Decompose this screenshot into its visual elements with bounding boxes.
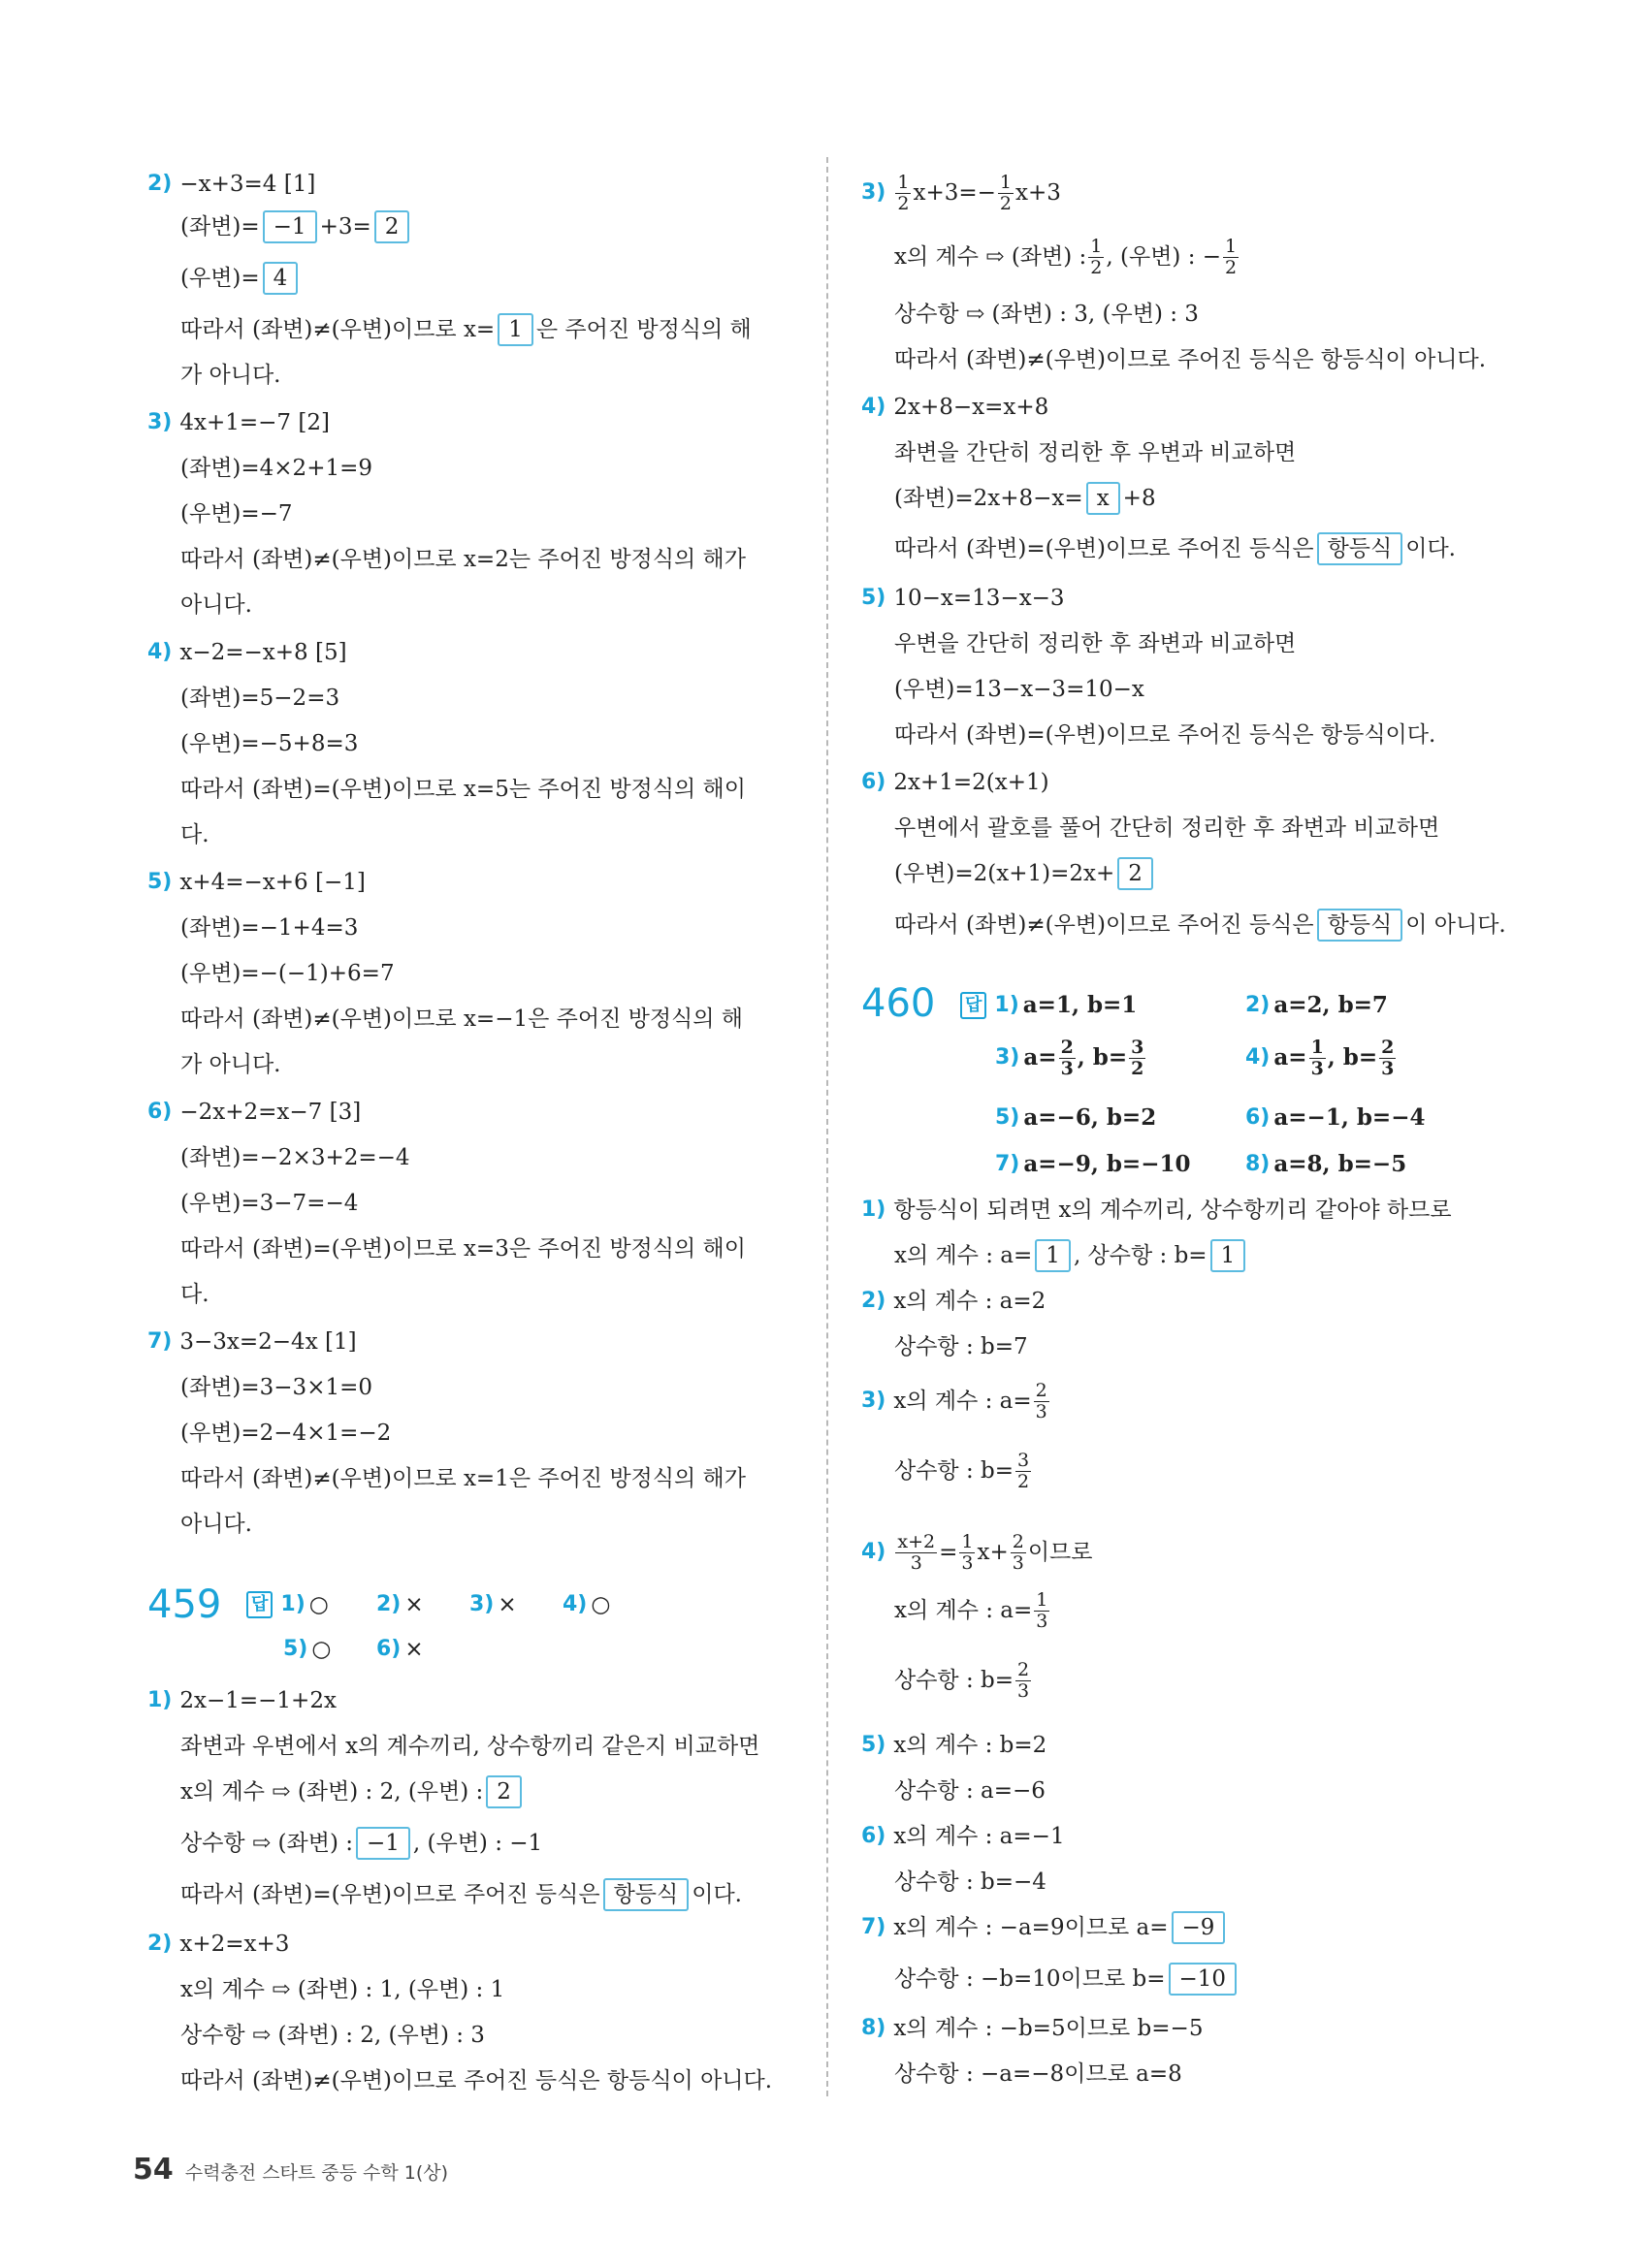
fraction [959, 1532, 975, 1574]
q459-sol-5-line-1: 우변을 간단히 정리한 후 좌변과 비교하면 [894, 631, 1297, 656]
q459-sol-5-line-3: 따라서 (좌변)=(우변)이므로 주어진 등식은 항등식이다. [894, 722, 1436, 748]
problem-5-equation [147, 863, 366, 902]
fraction [1015, 1660, 1031, 1702]
q459-sol-2-equation [147, 1925, 289, 1964]
problem-number: 5) [861, 1733, 886, 1757]
answer-num: 7) [995, 1152, 1020, 1176]
answer-item [1245, 989, 1388, 1022]
answer-box: 1 [1035, 1239, 1071, 1272]
problem-number: 5) [861, 586, 886, 610]
answer-value: a=8, b=−5 [1273, 1151, 1407, 1177]
text: (우변)= [180, 266, 260, 291]
q460-sol-3-line-2 [894, 1447, 1033, 1495]
numerator: 1 [1310, 1036, 1324, 1058]
answer-label [960, 989, 1137, 1022]
problem-4-equation [147, 633, 347, 672]
text: x+3 [1014, 180, 1061, 206]
denominator: 2 [1225, 256, 1238, 278]
problem-number: 7) [861, 1915, 886, 1939]
answer-box: 4 [263, 262, 299, 295]
text: (좌변)=2x+8−x= [894, 486, 1083, 511]
denominator: 3 [1036, 1610, 1048, 1632]
answer-item [283, 1633, 331, 1666]
fraction [1129, 1038, 1145, 1079]
answer-box: 항등식 [603, 1878, 690, 1911]
problem-4-line-3: 따라서 (좌변)=(우변)이므로 x=5는 주어진 방정식의 해이 [180, 777, 746, 802]
fraction [895, 1532, 937, 1574]
q459-sol-1-line-3 [180, 1824, 542, 1863]
problem-number: 5) [147, 870, 173, 894]
problem-5-line-4: 가 아니다. [180, 1052, 281, 1077]
answer-item [376, 1588, 424, 1621]
equation: x+2=x+3 [179, 1932, 290, 1957]
problem-7-equation [147, 1323, 357, 1361]
text: +3= [319, 214, 371, 240]
answer-item [995, 1034, 1147, 1082]
equation: 2x+8−x=x+8 [893, 395, 1049, 420]
problem-5-line-1: (좌변)=−1+4=3 [180, 915, 359, 941]
denominator: 3 [1310, 1057, 1324, 1079]
equation: 3−3x=2−4x [1] [179, 1329, 357, 1355]
denominator: 2 [1017, 1470, 1030, 1492]
text: = [939, 1540, 958, 1565]
numerator: 2 [1035, 1379, 1047, 1401]
problem-number: 8) [861, 2016, 886, 2040]
problem-number: 3) [147, 410, 173, 434]
answer-value: a=−1, b=−4 [1273, 1104, 1426, 1131]
answer-num: 1) [280, 1592, 306, 1616]
fraction [895, 173, 911, 214]
text: x의 계수 : a=−1 [893, 1824, 1065, 1849]
fraction [1059, 1038, 1076, 1079]
problem-number: 3) [861, 1389, 886, 1413]
q459-sol-4-line-3 [894, 529, 1456, 568]
column-divider [826, 157, 828, 2096]
fraction [998, 173, 1014, 214]
problem-3-line-1: (좌변)=4×2+1=9 [180, 456, 373, 481]
answer-box: 1 [1210, 1239, 1246, 1272]
answer-label [246, 1588, 329, 1621]
numerator: 2 [1012, 1530, 1024, 1552]
answer-num: 3) [469, 1592, 495, 1616]
answer-item [376, 1633, 424, 1666]
denominator: 3 [910, 1551, 922, 1574]
q459-sol-5-line-2: (우변)=13−x−3=10−x [894, 677, 1144, 702]
q460-sol-3-line-1 [861, 1377, 1051, 1425]
numerator: 1 [999, 171, 1012, 193]
text: x의 계수 : a=2 [893, 1289, 1046, 1314]
text: 상수항 : b= [894, 1458, 1014, 1484]
text: 따라서 (좌변)≠(우변)이므로 x= [180, 317, 496, 342]
answer-box: 2 [374, 210, 410, 243]
problem-5-line-3: 따라서 (좌변)≠(우변)이므로 x=−1은 주어진 방정식의 해 [180, 1006, 744, 1032]
text: x의 계수 : a= [893, 1389, 1032, 1414]
problem-2-line-3 [180, 310, 752, 349]
problem-number: 2) [861, 1289, 886, 1313]
answer-item [1245, 1034, 1398, 1082]
numerator: 2 [1381, 1036, 1395, 1058]
answer-mark: × [404, 1592, 424, 1617]
q459-sol-1-line-4 [180, 1875, 742, 1914]
q459-sol-2-line-2: 상수항 ⇨ (좌변) : 2, (우변) : 3 [180, 2023, 485, 2048]
text: 따라서 (좌변)=(우변)이므로 주어진 등식은 [180, 1882, 600, 1907]
q460-sol-8-line-2: 상수항 : −a=−8이므로 a=8 [894, 2061, 1182, 2087]
text: 항등식이 되려면 x의 계수끼리, 상수항끼리 같아야 하므로 [893, 1198, 1452, 1223]
q460-sol-4-equation [861, 1528, 1092, 1577]
problem-7-line-4: 아니다. [180, 1512, 252, 1537]
answer-box: 1 [498, 313, 533, 346]
denominator: 3 [1012, 1551, 1024, 1574]
denominator: 2 [897, 192, 910, 214]
fraction [1034, 1381, 1049, 1422]
text: 이다. [1405, 536, 1456, 561]
q460-sol-2-line-1 [861, 1282, 1046, 1321]
problem-3-line-2: (우변)=−7 [180, 501, 293, 527]
fraction [1011, 1532, 1026, 1574]
answer-item [1245, 1102, 1425, 1134]
problem-7-line-2: (우변)=2−4×1=−2 [180, 1421, 392, 1446]
q459-sol-3-line-1 [894, 233, 1240, 281]
q459-sol-5-equation [861, 579, 1065, 618]
numerator: 1 [1036, 1588, 1048, 1611]
answer-icon: 답 [960, 992, 986, 1019]
q459-sol-2-line-3: 따라서 (좌변)≠(우변)이므로 주어진 등식은 항등식이 아니다. [180, 2068, 773, 2093]
problem-6-line-3: 따라서 (좌변)=(우변)이므로 x=3은 주어진 방정식의 해이 [180, 1236, 746, 1262]
numerator: 3 [1131, 1036, 1144, 1058]
numerator: 1 [961, 1530, 974, 1552]
answer-value: a=1, b=1 [1022, 992, 1138, 1018]
answer-box: −10 [1169, 1963, 1238, 1996]
q460-sol-7-line-1 [861, 1908, 1228, 1947]
fraction [1379, 1038, 1396, 1079]
fraction [1223, 237, 1239, 278]
text: x의 계수 : a= [894, 1243, 1033, 1268]
problem-4-line-1: (좌변)=5−2=3 [180, 686, 340, 711]
problem-6-line-2: (우변)=3−7=−4 [180, 1191, 359, 1216]
text: x의 계수 : b=2 [893, 1733, 1047, 1758]
equation: 4x+1=−7 [2] [179, 410, 330, 435]
answer-icon: 답 [246, 1591, 273, 1618]
denominator: 2 [1090, 256, 1103, 278]
text: 이 아니다. [1405, 912, 1506, 938]
text: (우변)=2(x+1)=2x+ [894, 861, 1115, 886]
book-title: 수력충전 스타트 중등 수학 1(상) [184, 2162, 449, 2184]
question-number-460: 460 [861, 981, 936, 1026]
denominator: 2 [999, 192, 1012, 214]
problem-4-line-2: (우변)=−5+8=3 [180, 731, 359, 756]
answer-num: 1) [994, 993, 1019, 1017]
text: x의 계수 ⇨ (좌변) : 2, (우변) : [180, 1779, 484, 1805]
problem-2-line-2 [180, 259, 301, 298]
numerator: 1 [897, 171, 910, 193]
answer-box: 항등식 [1317, 909, 1403, 942]
q459-sol-6-equation [861, 763, 1049, 802]
text: x의 계수 ⇨ (좌변) : [894, 244, 1087, 270]
q460-sol-4-line-1 [894, 1586, 1051, 1635]
q459-sol-1-equation [147, 1681, 337, 1720]
answer-box: −1 [356, 1827, 410, 1860]
equation: −2x+2=x−7 [3] [179, 1100, 362, 1125]
text: , b= [1327, 1044, 1378, 1070]
problem-3-line-4: 아니다. [180, 592, 252, 618]
q459-sol-3-line-2: 상수항 ⇨ (좌변) : 3, (우변) : 3 [894, 302, 1199, 327]
problem-2-line-4: 가 아니다. [180, 363, 281, 388]
problem-6-equation [147, 1093, 361, 1132]
answer-item [995, 1102, 1156, 1134]
problem-number: 1) [147, 1688, 173, 1712]
text: a= [1023, 1044, 1057, 1070]
denominator: 3 [1381, 1057, 1395, 1079]
fraction [1034, 1590, 1049, 1632]
q460-sol-1-line-1 [861, 1191, 1452, 1230]
text: a= [1273, 1044, 1307, 1070]
text: +8 [1122, 486, 1156, 511]
answer-box: −1 [263, 210, 317, 243]
answer-mark: × [498, 1592, 517, 1617]
denominator: 3 [1060, 1057, 1074, 1079]
equation: 10−x=13−x−3 [893, 586, 1065, 611]
q460-sol-5-line-1 [861, 1726, 1046, 1765]
denominator: 3 [961, 1551, 974, 1574]
q460-sol-6-line-2: 상수항 : b=−4 [894, 1869, 1046, 1895]
fraction [1309, 1038, 1326, 1079]
problem-number: 2) [147, 172, 173, 196]
q460-sol-1-line-2 [894, 1236, 1248, 1275]
answer-mark: × [404, 1637, 424, 1662]
numerator: x+2 [897, 1530, 936, 1552]
denominator: 3 [1017, 1679, 1030, 1702]
answer-num: 2) [376, 1592, 402, 1616]
answer-value: a=2, b=7 [1273, 992, 1388, 1018]
text: 상수항 : −b=10이므로 b= [894, 1966, 1166, 1992]
answer-item [469, 1588, 517, 1621]
answer-item [995, 1148, 1190, 1181]
answer-mark: ○ [311, 1637, 332, 1662]
page-number: 54 [133, 2153, 174, 2187]
answer-item [563, 1588, 610, 1621]
answer-mark: ○ [591, 1592, 611, 1617]
text: x의 계수 : a= [894, 1598, 1033, 1623]
q459-sol-1-line-2 [180, 1773, 525, 1811]
answer-item [1245, 1148, 1406, 1181]
q459-sol-6-line-2 [894, 854, 1156, 893]
answer-num: 4) [1245, 1045, 1271, 1070]
answer-box: 2 [1117, 857, 1153, 890]
text: 이므로 [1027, 1540, 1093, 1565]
answer-num: 4) [563, 1592, 588, 1616]
q459-sol-6-line-3 [894, 906, 1506, 944]
q459-sol-4-equation [861, 388, 1048, 427]
q459-sol-3-line-3: 따라서 (좌변)≠(우변)이므로 주어진 등식은 항등식이 아니다. [894, 347, 1487, 372]
answer-value: a=−6, b=2 [1023, 1104, 1157, 1131]
text: (좌변)= [180, 214, 260, 240]
equation: x+4=−x+6 [−1] [179, 870, 366, 895]
numerator: 3 [1017, 1449, 1030, 1471]
answer-num: 2) [1245, 993, 1271, 1017]
problem-number: 1) [861, 1198, 886, 1222]
problem-number: 2) [147, 1932, 173, 1956]
q460-sol-4-line-2 [894, 1656, 1033, 1705]
text: x의 계수 : −b=5이므로 b=−5 [893, 2016, 1204, 2041]
answer-num: 3) [995, 1045, 1020, 1070]
q459-sol-2-line-1: x의 계수 ⇨ (좌변) : 1, (우변) : 1 [180, 1977, 505, 2002]
answer-num: 6) [1245, 1105, 1271, 1130]
text: 이다. [692, 1882, 742, 1907]
question-number-459: 459 [147, 1582, 222, 1627]
q460-sol-5-line-2: 상수항 : a=−6 [894, 1778, 1046, 1804]
text: , 상수항 : b= [1073, 1243, 1207, 1268]
q460-sol-8-line-1 [861, 2009, 1203, 2048]
numerator: 2 [1017, 1658, 1030, 1680]
numerator: 1 [1225, 235, 1238, 257]
q460-sol-6-line-1 [861, 1817, 1065, 1856]
q459-sol-4-line-1: 좌변을 간단히 정리한 후 우변과 비교하면 [894, 440, 1297, 465]
problem-2-equation [147, 165, 315, 204]
problem-number: 6) [861, 1824, 886, 1848]
problem-number: 4) [861, 395, 886, 419]
equation: x−2=−x+8 [5] [179, 640, 347, 665]
numerator: 1 [1090, 235, 1103, 257]
answer-box: 항등식 [1317, 532, 1403, 565]
q460-sol-2-line-2: 상수항 : b=7 [894, 1334, 1028, 1359]
answer-num: 8) [1245, 1152, 1271, 1176]
problem-number: 3) [861, 180, 886, 205]
problem-number: 7) [147, 1329, 173, 1354]
answer-box: 2 [486, 1775, 522, 1808]
q459-sol-3-equation [861, 169, 1061, 217]
problem-7-line-3: 따라서 (좌변)≠(우변)이므로 x=1은 주어진 방정식의 해가 [180, 1466, 746, 1491]
problem-number: 6) [861, 770, 886, 794]
text: x+ [977, 1540, 1009, 1565]
problem-4-line-4: 다. [180, 822, 209, 847]
problem-2-line-1 [180, 208, 412, 246]
text: , (우변) : −1 [412, 1831, 543, 1856]
problem-6-line-4: 다. [180, 1282, 209, 1307]
text: , (우변) : − [1106, 244, 1222, 270]
text: x의 계수 : −a=9이므로 a= [893, 1915, 1169, 1940]
text: 따라서 (좌변)≠(우변)이므로 주어진 등식은 [894, 912, 1314, 938]
problem-number: 4) [147, 640, 173, 664]
text: x+3=− [913, 180, 996, 206]
text: 은 주어진 방정식의 해 [535, 317, 752, 342]
equation: −x+3=4 [1] [179, 172, 316, 197]
text: 따라서 (좌변)=(우변)이므로 주어진 등식은 [894, 536, 1314, 561]
problem-6-line-1: (좌변)=−2×3+2=−4 [180, 1145, 410, 1170]
answer-num: 6) [376, 1637, 402, 1661]
answer-box: −9 [1172, 1911, 1226, 1944]
problem-3-line-3: 따라서 (좌변)≠(우변)이므로 x=2는 주어진 방정식의 해가 [180, 547, 746, 572]
denominator: 2 [1131, 1057, 1144, 1079]
problem-5-line-2: (우변)=−(−1)+6=7 [180, 961, 395, 986]
answer-num: 5) [995, 1105, 1020, 1130]
text: 상수항 : b= [894, 1668, 1014, 1693]
numerator: 2 [1060, 1036, 1074, 1058]
equation: 2x−1=−1+2x [179, 1688, 337, 1713]
answer-value: a=−9, b=−10 [1023, 1151, 1191, 1177]
problem-3-equation [147, 403, 330, 442]
page-footer [133, 2153, 448, 2187]
equation: 2x+1=2(x+1) [893, 770, 1049, 795]
q459-sol-4-line-2 [894, 479, 1156, 518]
q459-sol-6-line-1: 우변에서 괄호를 풀어 간단히 정리한 후 좌변과 비교하면 [894, 815, 1440, 841]
problem-7-line-1: (좌변)=3−3×1=0 [180, 1375, 373, 1400]
text: , b= [1077, 1044, 1128, 1070]
text: 상수항 ⇨ (좌변) : [180, 1831, 353, 1856]
answer-num: 5) [283, 1637, 308, 1661]
q460-sol-7-line-2 [894, 1960, 1240, 1998]
problem-number: 6) [147, 1100, 173, 1124]
denominator: 3 [1035, 1400, 1047, 1422]
problem-number: 4) [861, 1540, 886, 1564]
answer-box: x [1086, 482, 1120, 515]
q459-sol-1-line-1: 좌변과 우변에서 x의 계수끼리, 상수항끼리 같은지 비교하면 [180, 1734, 760, 1759]
fraction [1088, 237, 1104, 278]
fraction [1015, 1451, 1031, 1492]
answer-mark: ○ [308, 1592, 329, 1617]
